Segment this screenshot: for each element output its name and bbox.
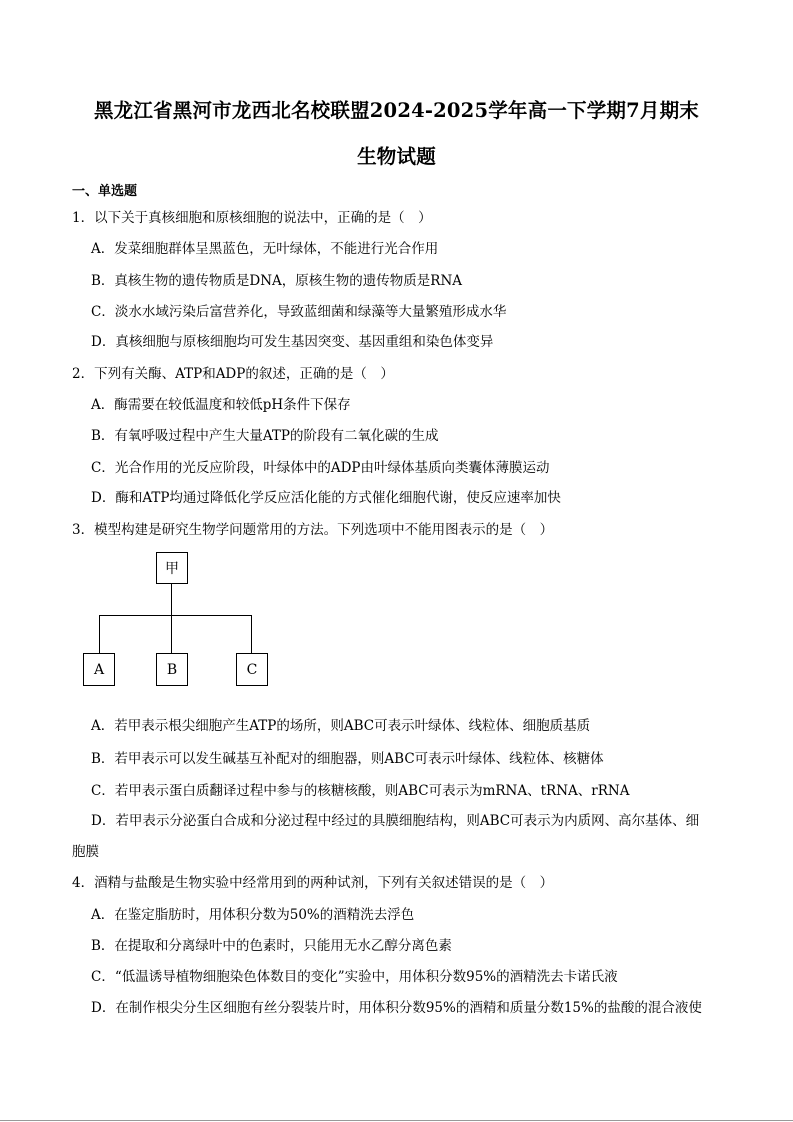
question-2-option-c: C．光合作用的光反应阶段，叶绿体中的ADP由叶绿体基质向类囊体薄膜运动 [91, 460, 550, 476]
diagram-node-b: B [156, 653, 188, 686]
page-bottom-divider [0, 1120, 793, 1121]
question-1-option-d: D．真核细胞与原核细胞均可发生基因突变、基因重组和染色体变异 [91, 334, 494, 350]
question-3-option-d-continued: 胞膜 [72, 844, 99, 860]
exam-title-line1: 黑龙江省黑河市龙西北名校联盟2024-2025学年高一下学期7月期末 [93, 99, 699, 122]
question-4-option-c: C．“低温诱导植物细胞染色体数目的变化”实验中，用体积分数95%的酒精洗去卡诺氏液 [91, 969, 618, 985]
question-1-option-a: A．发菜细胞群体呈黑蓝色，无叶绿体，不能进行光合作用 [91, 241, 439, 257]
section-heading: 一、单选题 [72, 184, 138, 199]
question-3-option-d: D．若甲表示分泌蛋白合成和分泌过程中经过的具膜细胞结构，则ABC可表示为内质网、高尔基体、细 [91, 813, 700, 829]
question-2-option-b: B．有氧呼吸过程中产生大量ATP的阶段有二氧化碳的生成 [91, 428, 439, 444]
diagram-branch-a-line [99, 615, 100, 653]
question-3-option-a: A．若甲表示根尖细胞产生ATP的场所，则ABC可表示叶绿体、线粒体、细胞质基质 [91, 718, 591, 734]
question-3-stem: 3．模型构建是研究生物学问题常用的方法。下列选项中不能用图表示的是（ ） [72, 522, 554, 538]
tree-diagram [75, 548, 275, 690]
diagram-branch-line [99, 615, 251, 616]
diagram-branch-c-line [251, 615, 252, 653]
question-2-stem: 2．下列有关酶、ATP和ADP的叙述，正确的是（ ） [72, 366, 394, 382]
question-4-option-d: D．在制作根尖分生区细胞有丝分裂装片时，用体积分数95%的酒精和质量分数15%的盐酸的混合液使 [91, 1000, 702, 1016]
question-2-option-a: A．酶需要在较低温度和较低pH条件下保存 [91, 397, 351, 413]
diagram-branch-b-line [171, 615, 172, 653]
question-4-option-b: B．在提取和分离绿叶中的色素时，只能用无水乙醇分离色素 [91, 938, 452, 954]
exam-title-line2: 生物试题 [357, 145, 436, 168]
question-4-option-a: A．在鉴定脂肪时，用体积分数为50%的酒精洗去浮色 [91, 907, 415, 923]
diagram-node-a: A [83, 653, 115, 686]
diagram-node-c: C [236, 653, 268, 686]
question-1-option-b: B．真核生物的遗传物质是DNA，原核生物的遗传物质是RNA [91, 273, 463, 289]
question-1-stem: 1．以下关于真核细胞和原核细胞的说法中，正确的是（ ） [72, 210, 432, 226]
diagram-stem-line [171, 584, 172, 616]
question-4-stem: 4．酒精与盐酸是生物实验中经常用到的两种试剂，下列有关叙述错误的是（ ） [72, 875, 554, 891]
question-3-option-c: C．若甲表示蛋白质翻译过程中参与的核糖核酸，则ABC可表示为mRNA、tRNA、rRNA [91, 783, 630, 799]
question-2-option-d: D．酶和ATP均通过降低化学反应活化能的方式催化细胞代谢，使反应速率加快 [91, 490, 561, 506]
diagram-node-top: 甲 [156, 552, 188, 584]
question-1-option-c: C．淡水水域污染后富营养化，导致蓝细菌和绿藻等大量繁殖形成水华 [91, 304, 507, 320]
question-3-option-b: B．若甲表示可以发生碱基互补配对的细胞器，则ABC可表示叶绿体、线粒体、核糖体 [91, 751, 604, 767]
